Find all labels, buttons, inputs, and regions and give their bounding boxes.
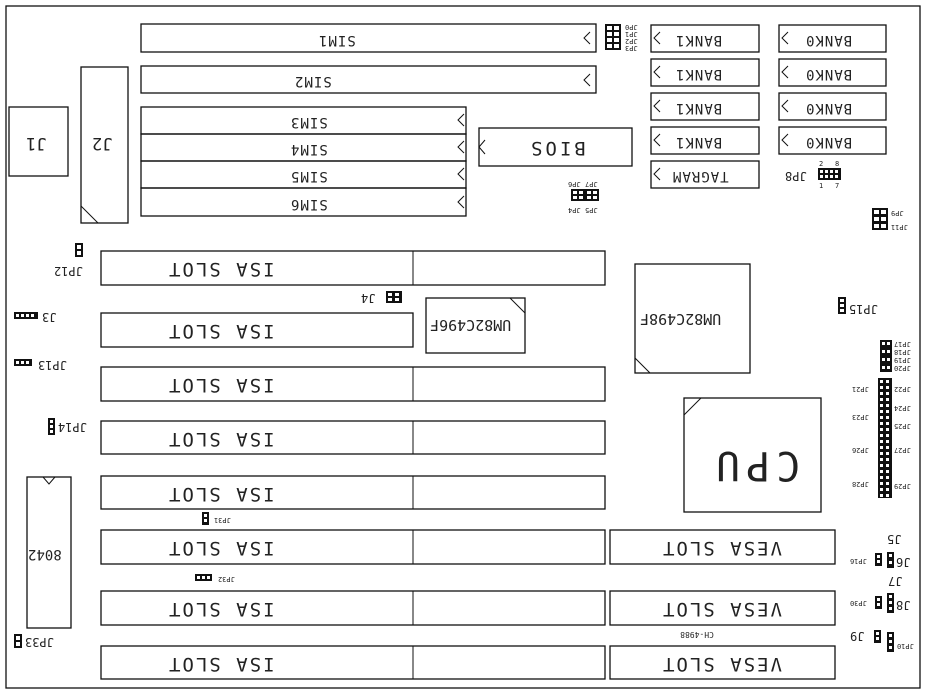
um82c498f-chip [635, 264, 750, 373]
j9-label: J9 [850, 629, 865, 643]
simm-socket-1 [141, 24, 596, 52]
vesa-slot-1 [610, 530, 835, 564]
bank0-label-1: BANK0 [805, 32, 853, 48]
simm-label-4: SIM4 [290, 141, 328, 157]
pin-hole [886, 410, 889, 413]
pin-hole [886, 446, 889, 449]
um82c496f-chip [426, 298, 525, 353]
jp22-label: JP22 [894, 385, 911, 393]
jp21-jp29-strip [852, 378, 911, 498]
jp2-label: JP2 [625, 37, 638, 45]
vesa-slot-label-2: VESA SLOT [661, 598, 782, 620]
pin-hole [886, 458, 889, 461]
pin-hole [880, 452, 883, 455]
jp12-label: JP12 [54, 264, 83, 278]
jp14-jumper [48, 418, 87, 435]
isa-slot-4 [101, 421, 605, 454]
j7-connector [888, 574, 902, 588]
tagram-socket [651, 161, 759, 188]
pin-hole [886, 494, 889, 497]
isa-slot-label-3: ISA SLOT [167, 374, 275, 396]
simm-label-3: SIM3 [290, 114, 328, 130]
pin-hole [886, 488, 889, 491]
jp30-jumper [850, 596, 882, 609]
vesa-slot-2 [610, 591, 835, 625]
um82c498f-label: UM82C498F [640, 310, 722, 328]
j5-connector [887, 532, 901, 546]
jp24-label: JP24 [894, 404, 911, 412]
isa-slot-6 [101, 530, 605, 564]
vesa-slot-label-1: VESA SLOT [661, 537, 782, 559]
isa-slot-label-8: ISA SLOT [167, 653, 275, 675]
pin-hole [880, 398, 883, 401]
pin-hole [886, 440, 889, 443]
pin-hole [880, 464, 883, 467]
pin-hole [880, 392, 883, 395]
pin-hole [886, 398, 889, 401]
jp21-label: JP21 [852, 385, 869, 393]
pin-hole [880, 380, 883, 383]
jp14-label: JP14 [58, 420, 87, 434]
bank1-label-4: BANK1 [675, 134, 723, 150]
isa-slot-1 [101, 251, 605, 285]
j7-label: J7 [888, 574, 903, 588]
simm-socket-3 [141, 107, 466, 134]
pin-hole [880, 446, 883, 449]
jp9-jp11-block [872, 208, 908, 231]
simm-socket-2 [141, 66, 596, 93]
pin-hole [886, 380, 889, 383]
um82c496f-label: UM82C496F [430, 316, 512, 334]
jp11-label: JP11 [891, 223, 908, 231]
pin-hole [880, 476, 883, 479]
jp8-label: JP8 [785, 169, 807, 183]
jp31-label: JP31 [214, 516, 231, 524]
bank0-label-4: BANK0 [805, 134, 853, 150]
jp6-label: JP6 [568, 180, 581, 188]
pin-hole [880, 440, 883, 443]
jp8-pin-label-2: 2 [819, 160, 824, 168]
bios-label: BIOS [528, 137, 586, 159]
jp4-label: JP4 [568, 206, 581, 214]
jp26-label: JP26 [852, 446, 869, 454]
pin-hole [880, 422, 883, 425]
jp9-label: JP9 [891, 209, 904, 217]
simm-socket-5 [141, 161, 466, 188]
j1-connector [9, 107, 68, 176]
jp13-jumper [14, 358, 67, 372]
isa-slot-2 [101, 313, 413, 347]
jp29-label: JP29 [894, 482, 911, 490]
pin-hole [880, 434, 883, 437]
pin-hole [886, 422, 889, 425]
j8-label: J8 [896, 598, 911, 612]
jp8-pin-label-7: 7 [835, 182, 840, 190]
kbc-8042-label: 8042 [28, 546, 62, 562]
pin-hole [886, 386, 889, 389]
jp7-label: JP7 [585, 180, 598, 188]
isa-slot-label-6: ISA SLOT [167, 537, 275, 559]
jp0-jp3-block [605, 23, 638, 52]
pin-hole [880, 416, 883, 419]
jp19-label: JP19 [894, 356, 911, 364]
j1-label: J1 [26, 133, 47, 153]
jp25-label: JP25 [894, 422, 911, 430]
bios-chip [479, 128, 632, 166]
bank1-label-3: BANK1 [675, 100, 723, 116]
jp5-label: JP5 [585, 206, 598, 214]
bank1-label-2: BANK1 [675, 66, 723, 82]
pin-hole [886, 482, 889, 485]
jp16-label: JP16 [850, 557, 867, 565]
isa-slot-7 [101, 591, 605, 625]
pin-hole [886, 392, 889, 395]
pin-hole [886, 464, 889, 467]
j5-label: J5 [887, 532, 902, 546]
vesa-slot-label-3: VESA SLOT [661, 653, 782, 675]
simm-socket-6 [141, 188, 466, 216]
pin-hole [880, 482, 883, 485]
bank1-sockets [651, 25, 759, 154]
bank0-label-2: BANK0 [805, 66, 853, 82]
jp15-label: JP15 [849, 302, 878, 316]
jp8-pin-label-1: 1 [819, 182, 824, 190]
jp17-jp20-block [880, 340, 911, 372]
jp23-label: JP23 [852, 413, 869, 421]
j3-label: J3 [42, 310, 57, 324]
model-number: CH-4988 [680, 630, 714, 639]
bank0-label-3: BANK0 [805, 100, 853, 116]
jp30-label: JP30 [850, 599, 867, 607]
isa-slot-5 [101, 476, 605, 509]
pin-hole [886, 452, 889, 455]
simm-label-2: SIM2 [294, 73, 332, 89]
simm-sockets [141, 24, 596, 216]
isa-slot-label-4: ISA SLOT [167, 428, 275, 450]
vesa-slot-3 [610, 646, 835, 679]
pin-hole [886, 476, 889, 479]
j9-connector [850, 629, 881, 643]
j4-label: J4 [361, 291, 376, 305]
pin-hole [880, 470, 883, 473]
cpu-socket [684, 398, 821, 512]
simm-label-6: SIM6 [290, 196, 328, 212]
jp8-pin-label-8: 8 [835, 160, 840, 168]
jp12-jumper [54, 243, 83, 278]
jp28-label: JP28 [852, 480, 869, 488]
cache-memory [651, 25, 886, 188]
jp32-jumper [195, 574, 235, 583]
jp16-jumper [850, 553, 882, 566]
jp18-label: JP18 [894, 348, 911, 356]
jp10-jumper [887, 632, 914, 652]
jp1-label: JP1 [625, 30, 638, 38]
pin-hole [880, 404, 883, 407]
isa-slots [101, 251, 605, 679]
isa-slot-3 [101, 367, 605, 401]
pin-hole [880, 410, 883, 413]
jp33-jumper [14, 634, 54, 649]
jp8-jumper [785, 160, 841, 190]
jp10-label: JP10 [897, 642, 914, 650]
jp15-jumper [838, 297, 878, 316]
tagram-label: TAGRAM [672, 168, 729, 184]
isa-slot-label-5: ISA SLOT [167, 483, 275, 505]
pin-hole [880, 386, 883, 389]
bank0-sockets [779, 25, 886, 154]
isa-slot-label-7: ISA SLOT [167, 598, 275, 620]
j8-connector [887, 593, 910, 613]
j4-connector [361, 291, 402, 305]
isa-slot-label-1: ISA SLOT [167, 258, 275, 280]
simm-label-5: SIM5 [290, 168, 328, 184]
jp27-label: JP27 [894, 446, 911, 454]
jp13-label: JP13 [38, 358, 67, 372]
j2-label: J2 [92, 133, 113, 153]
pin-hole [886, 434, 889, 437]
jp33-label: JP33 [25, 635, 54, 649]
j6-label: J6 [896, 555, 911, 569]
jp31-jumper [202, 512, 231, 525]
j6-connector [887, 552, 910, 569]
pin-hole [886, 404, 889, 407]
simm-label-1: SIM1 [318, 32, 356, 48]
j3-connector [14, 310, 56, 324]
jp3-label: JP3 [625, 44, 638, 52]
bank1-label-1: BANK1 [675, 32, 723, 48]
jp20-label: JP20 [894, 364, 911, 372]
jp0-label: JP0 [625, 23, 638, 31]
pin-hole [886, 470, 889, 473]
j2-connector [81, 67, 128, 223]
simm-socket-4 [141, 134, 466, 161]
pin-hole [880, 458, 883, 461]
pin-hole [886, 416, 889, 419]
pin-hole [886, 428, 889, 431]
isa-slot-8 [101, 646, 605, 679]
pin-hole [880, 494, 883, 497]
pin-hole [880, 428, 883, 431]
jp32-label: JP32 [218, 575, 235, 583]
cpu-label: CPU [710, 442, 801, 488]
vesa-slots [610, 530, 835, 679]
isa-slot-label-2: ISA SLOT [167, 320, 275, 342]
kbc-8042-chip [27, 477, 71, 628]
jp17-label: JP17 [894, 340, 911, 348]
pin-hole [880, 488, 883, 491]
jp4-jp7-block [568, 180, 599, 214]
